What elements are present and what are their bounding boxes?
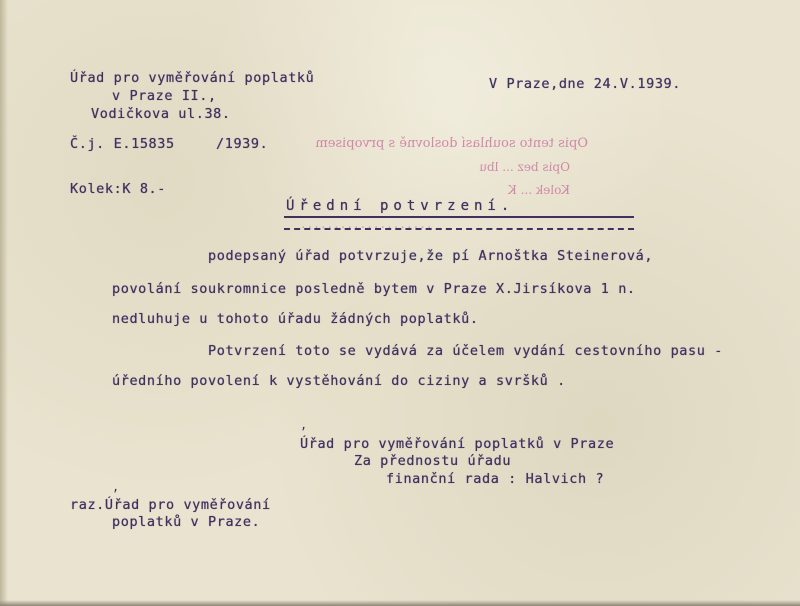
title-underline bbox=[284, 216, 634, 218]
reference-number: Č.j. E.15835 bbox=[70, 136, 175, 152]
body-line-4: Potvrzení toto se vydává za účelem vydání cestovního pasu - bbox=[208, 343, 723, 359]
body-line-2: povolání soukromnice posledně bytem v Praze X.Jirsíkova 1 n. bbox=[112, 281, 636, 297]
document-title: Úřední potvrzení. bbox=[286, 198, 515, 214]
body-line-1: podepsaný úřad potvrzuje,že pí Arnoštka Steinerová, bbox=[208, 248, 654, 264]
copy-stamp-line3: Kolek ... K bbox=[507, 183, 570, 197]
body-line-5: úředního povolení k vystěhování do ciziny a svršků . bbox=[112, 373, 566, 389]
fee-stamp-value: Kolek:K 8.- bbox=[70, 181, 167, 197]
place-date: V Praze,dne 24.V.1939. bbox=[489, 76, 682, 92]
body-line-3: nedluhuje u tohoto úřadu žádných poplatků. bbox=[112, 311, 479, 327]
stamp-dots: .................... bbox=[300, 218, 433, 231]
office-address: Vodičkova ul.38. bbox=[91, 106, 231, 122]
copy-stamp-line2: Opis bez ... lbu bbox=[479, 160, 570, 174]
signature-on-behalf: Za přednostu úřadu bbox=[354, 453, 512, 469]
office-name-line2: v Praze II., bbox=[112, 88, 217, 104]
signature-office: Úřad pro vyměřování poplatků v Praze bbox=[300, 436, 615, 452]
signature-official: finanční rada : Halvich ? bbox=[386, 471, 605, 487]
title-underline-dashed bbox=[284, 228, 634, 230]
paper-edge-bottom bbox=[0, 600, 800, 606]
reference-year: /1939. bbox=[216, 136, 269, 152]
paper-edge-left bbox=[0, 0, 8, 606]
typewriter-mark: , bbox=[300, 418, 308, 432]
office-name-line1: Úřad pro vyměřování poplatků bbox=[70, 70, 315, 86]
footer-stamp-line1: raz.Úřad pro vyměřování bbox=[70, 497, 271, 513]
typewriter-mark-footer: , bbox=[112, 480, 120, 494]
footer-stamp-line2: poplatků v Praze. bbox=[112, 514, 261, 530]
copy-stamp-line1: Opis tento souhlasí doslovně s prvopisem bbox=[315, 136, 588, 151]
